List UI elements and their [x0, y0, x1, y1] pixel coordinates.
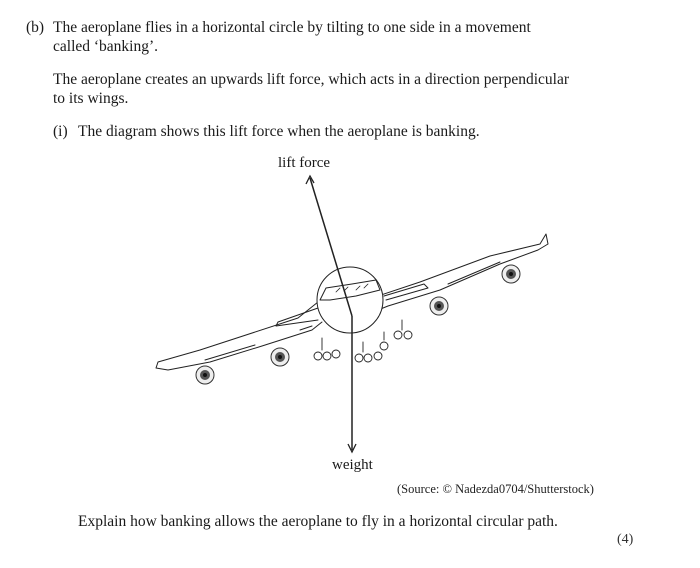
engine-left-inner	[271, 348, 289, 366]
part-label: (b)	[26, 19, 45, 36]
engine-right-inner	[430, 297, 448, 315]
weight-arrow	[348, 316, 356, 452]
left-wing	[156, 302, 322, 370]
lift-description-line-1: The aeroplane creates an upwards lift force, which acts in a direction perpendicular	[53, 71, 569, 88]
engine-left-outer	[196, 366, 214, 384]
subpart-label: (i)	[53, 123, 68, 140]
intro-line-2: called ‘banking’.	[53, 38, 159, 55]
lift-force-label: lift force	[278, 155, 331, 171]
weight-label: weight	[332, 457, 373, 473]
intro-line-1: The aeroplane flies in a horizontal circle by tilting to one side in a movement	[53, 19, 531, 36]
marks-available: (4)	[617, 532, 634, 547]
engine-right-outer	[502, 265, 520, 283]
subpart-text: The diagram shows this lift force when the aeroplane is banking.	[78, 123, 480, 140]
image-source-credit: (Source: © Nadezda0704/Shutterstock)	[397, 482, 594, 496]
lift-description-line-2: to its wings.	[53, 90, 129, 107]
question-prompt: Explain how banking allows the aeroplane to fly in a horizontal circular path.	[78, 513, 558, 530]
right-wing	[378, 234, 548, 310]
